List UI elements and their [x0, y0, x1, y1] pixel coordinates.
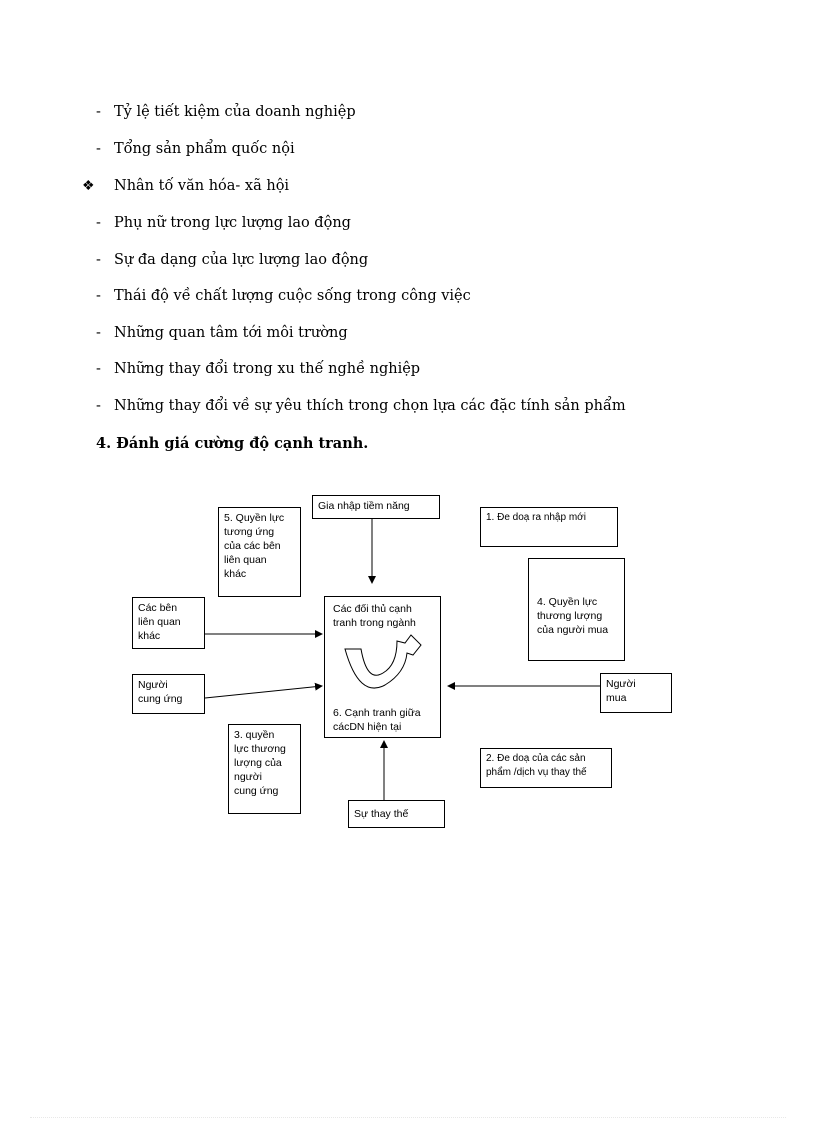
- section-title: Nhân tố văn hóa- xã hội: [114, 178, 290, 194]
- dash-bullet: -: [96, 252, 101, 268]
- box-potential-entrants: Gia nhập tiềm năng: [312, 495, 440, 519]
- diamond-bullet-icon: ❖: [82, 178, 95, 194]
- section-heading: 4. Đánh giá cường độ cạnh tranh.: [96, 435, 369, 452]
- page-bottom-divider: [30, 1117, 786, 1118]
- list-item-text: Phụ nữ trong lực lượng lao động: [114, 215, 351, 231]
- dash-bullet: -: [96, 215, 101, 231]
- list-item-text: Thái độ về chất lượng cuộc sống trong công việc: [114, 288, 471, 304]
- list-item-text: Tỷ lệ tiết kiệm của doanh nghiệp: [114, 104, 356, 120]
- current-rivalry-label: 6. Cạnh tranh giữa cácDN hiện tại: [333, 707, 421, 733]
- dash-bullet: -: [96, 398, 101, 414]
- box-substitutes: Sự thay thế: [348, 800, 445, 828]
- rivals-label: Các đối thủ cạnh tranh trong ngành: [333, 603, 416, 629]
- box-substitute-threat: 2. Đe doạ của các sản phẩm /dịch vụ thay thế: [480, 748, 612, 788]
- list-item-text: Những thay đổi về sự yêu thích trong chọn lựa các đặc tính sản phẩm: [114, 398, 626, 414]
- box-industry-rivals: [324, 596, 441, 738]
- dash-bullet: -: [96, 288, 101, 304]
- list-item-text: Tổng sản phẩm quốc nội: [114, 141, 295, 157]
- arrow-suppliers: [205, 686, 322, 698]
- list-item-text: Những quan tâm tới môi trường: [114, 325, 348, 341]
- box-stakeholder-power: 5. Quyền lực tương ứng của các bên liên quan khác: [218, 507, 301, 597]
- dash-bullet: -: [96, 104, 101, 120]
- box-entry-threat: 1. Đe doạ ra nhập mới: [480, 507, 618, 547]
- box-suppliers: Người cung ứng: [132, 674, 205, 714]
- list-item-text: Sự đa dạng của lực lượng lao động: [114, 252, 369, 268]
- dash-bullet: -: [96, 325, 101, 341]
- box-buyers: Người mua: [600, 673, 672, 713]
- box-supplier-power: 3. quyền lực thương lượng của người cung ứng: [228, 724, 301, 814]
- dash-bullet: -: [96, 361, 101, 377]
- dash-bullet: -: [96, 141, 101, 157]
- box-buyer-power: 4. Quyền lực thương lượng của người mua: [528, 558, 625, 661]
- box-stakeholders: Các bên liên quan khác: [132, 597, 205, 649]
- list-item-text: Những thay đổi trong xu thế nghề nghiệp: [114, 361, 421, 377]
